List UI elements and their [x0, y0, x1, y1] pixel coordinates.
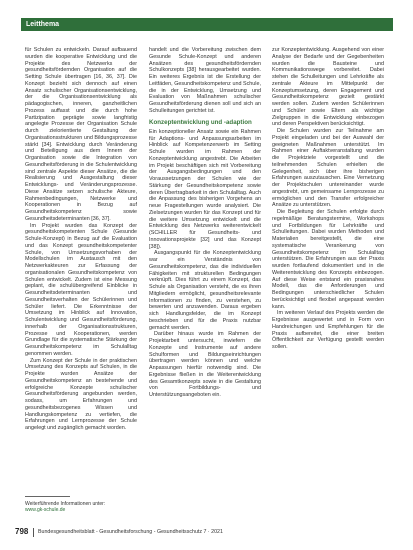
- paragraph: Zum Konzept der Schule in der praktischen Umsetzung des Konzepts auf Schulen, in die Projekte wurden Ansätze der Gesundheitskompetenz an bestehende und erfolgreiche Konzepte schulischer Gesundheitsförderung angebunden werden, sodass, um Erfahrungen und gesundheitsbezogenes Wissen und Handlungskompetenz zu vertiefen, die Erfahrungen und Lernprozesse der Schule angelegt und zugänglich gemacht worden.: [25, 357, 137, 431]
- footnote-label: Weiterführende Informationen unter:: [25, 501, 106, 507]
- footnote-url[interactable]: www.gk-schule.de: [25, 507, 66, 513]
- paragraph: Ausgangspunkt für die Konzeptentwicklung war ein Verständnis von Gesundheitskompetenz, das die individuellen Fähigkeiten mit strukturellen Bedingungen verknüpft. Dies führt zu einem Konzept, das Schule als Organisation versteht, die es ihren Mitgliedern ermöglicht, gesundheitsrelevante Informationen zu finden, zu verstehen, zu bewerten und anzuwenden. Daraus ergeben sich Handlungsfelder, die im Konzept beschrieben und für die Praxis nutzbar gemacht werden.: [149, 250, 261, 331]
- journal-citation: Bundesgesundheitsblatt - Gesundheitsforschung - Gesundheitsschutz 7 · 2021: [38, 529, 223, 535]
- page-number: 798: [15, 527, 29, 536]
- paragraph: Die Begleitung der Schulen erfolgte durch regelmäßige Beratungstermine, Workshops und Fortbildungen für Lehrkräfte und Schulleitungen. Dabei wurden Methoden und Materialien bereitgestellt, die eine systematische Verankerung von Gesundheitskompetenz im Schulalltag unterstützen. Die Erfahrungen aus der Praxis wurden fortlaufend dokumentiert und in die Weiterentwicklung des Konzepts einbezogen. Auf diese Weise entstand ein praxisnahes Modell, das die Anforderungen und Bedingungen unterschiedlicher Schulen berücksichtigt und flexibel angepasst werden kann.: [272, 209, 384, 310]
- paragraph: zur Konzeptentwicklung. Ausgehend von einer Analyse der Bedarfe und der Gegebenheiten wurden die Bausteine und Kommunikationswege vorbereitet. Dabei stehen die Schulleitungen und Lehrkräfte als zentrale Akteure im Mittelpunkt der Konzeptumsetzung, deren Engagement und Gesundheitskompetenz gezielt gestärkt werden sollen. Zudem werden Schülerinnen und Schüler sowie Eltern als wichtige Zielgruppen in die Entwicklung einbezogen und deren Perspektiven berücksichtigt.: [272, 47, 384, 128]
- paragraph: Ein konzeptioneller Ansatz sowie ein Rahmen für Adaptions- und Anpassungsarbeiten im Hinblick auf Kompetenzerwerb im Setting Schule wurden im Rahmen der Konzeptentwicklung angestrebt. Die Arbeiten im Projekt beschäftigen sich mit Vorbereitung der Ausgangsbedingungen und den Voraussetzungen der Schulen wie der Stärkung der Gesundheitskompetenz sowie deren Übertragbarkeit in den Schulalltag. Auch die Anpassung des bisherigen Vorgehens an neue Fragestellungen wurde analysiert. Die Zielsetzungen wurden für das Konzept und für die weitere Umsetzung entwickelt und die Entwicklung des Netzwerks weiterentwickelt (SCHILLER für Gesundheits- und Innovationsprojekte [32] und das Konzept [38]).: [149, 128, 261, 250]
- text-column-1: [25, 47, 137, 487]
- paragraph: für Schulen zu entwickeln. Darauf aufbauend wurden die kooperative Entwicklung und die Projekte des Netzwerks der gesundheitsfördernden Organisation auf die Setting Schule übertragen [16, 36, 37]. Die Konzept bezieht sich dennoch auf einen Ansatz schulischer Organisationsentwicklung, der die Organisationsentwicklung als pädagogischen, inneren, ganzheitlichen Prozess auffasst und die durch hohe Partizipation geprägte sowie langfristig angelegte Prozesse der Organisation Schule durch zielorientierte Gestaltung der Organisationsstrukturen und Bildungsprozesse stärkt [34]. Entwicklung durch Veränderung und Beteiligung aus dem Innern der Organisation sowie die Integration von Gesundheitsförderung in die Schulentwicklung sind zentrale Aspekte dieser Ansätze, die die Realisierung und Ausgestaltung dieser Entwicklungs- und Veränderungsprozesse. Diese Ansätze setzen schulische Akteure, Rahmenbedingungen, Netzwerke und Kooperationen in Bezug auf Gesundheitskompetenz sowie Gesundheitsdeterminanten [36, 37].: [25, 47, 137, 222]
- footnote-divider: [25, 496, 70, 497]
- paragraph: handelt und die Vorbereitung zwischen dem Gesunde Schule-Konzept und anderen Ansätzen des gesundheitsfördernden Schulkonzepts [38] herausgearbeitet wurden. Ein weiteres Ergebnis ist die Erstellung der Leitfäden, Gesundheitskompetenz und Schule, die in der Entwicklung, Umsetzung und Evaluation von Maßnahmen schulischer Gesundheitsförderung dienen soll und sich an Schulleitungen gerichtet ist.: [149, 47, 261, 114]
- footnote: [25, 501, 137, 513]
- text-column-2: [149, 47, 261, 517]
- section-tag: Leitthema: [21, 18, 393, 31]
- paragraph: Darüber hinaus wurde im Rahmen der Projektarbeit untersucht, inwiefern die Konzepte und Instrumente auf andere Schulformen und Bildungseinrichtungen übertragen werden können und welche Anpassungen hierfür notwendig sind. Die Ergebnisse fließen in die Weiterentwicklung des Gesamtkonzepts sowie in die Gestaltung von Fortbildungs- und Unterstützungsangeboten ein.: [149, 331, 261, 399]
- footer-separator: [33, 528, 34, 537]
- paragraph: Im weiteren Verlauf des Projekts werden die Ergebnisse ausgewertet und in Form von Handreichungen und Empfehlungen für die Praxis aufbereitet, die einer breiten Öffentlichkeit zur Verfügung gestellt werden sollen.: [272, 310, 384, 350]
- paragraph: Die Schulen wurden zur Teilnahme am Projekt eingeladen und bei der Auswahl der geeigneten Maßnahmen unterstützt. Im Rahmen einer Auftaktveranstaltung wurden die Projektziele vorgestellt und die teilnehmenden Schulen erhielten die Gelegenheit, sich über ihre bisherigen Erfahrungen auszutauschen. Eine Vernetzung der Projektschulen untereinander wurde angestrebt, um gemeinsame Lernprozesse zu ermöglichen und den Transfer erfolgreicher Ansätze zu unterstützen.: [272, 128, 384, 209]
- page-header: [0, 0, 413, 38]
- text-column-3: [272, 47, 384, 517]
- paragraph: Im Projekt wurden das Konzept der gesundheitskompetenten Schule (Gesunde Schule-Konzept) in Bezug auf die Evaluation und das Konzept gesundheitskompetenter Schule, von Umsetzungsvorhaben der Modellschulen im Austausch mit den Netzwerkakteuren zur Erfassung der organisationalen Gesundheitskompetenz von Schulen entwickelt. Zudem ist eine Messung geplant, die schulübergreifend Einblicke in Gesundheitsdeterminanten und Gesundheitsverhalten der Schülerinnen und Schüler liefert. Die Erkenntnisse der Umsetzung im Hinblick auf Innovation, Schulentwicklung und Gesundheitsförderung, innerhalb der Organisationsstrukturen, Prozesse und Kooperationen, werden Grundlage für die systematische Stärkung der Gesundheitskompetenz im Schulalltag genommen werden.: [25, 222, 137, 357]
- section-heading: Konzeptentwicklung und -adaption: [149, 118, 252, 126]
